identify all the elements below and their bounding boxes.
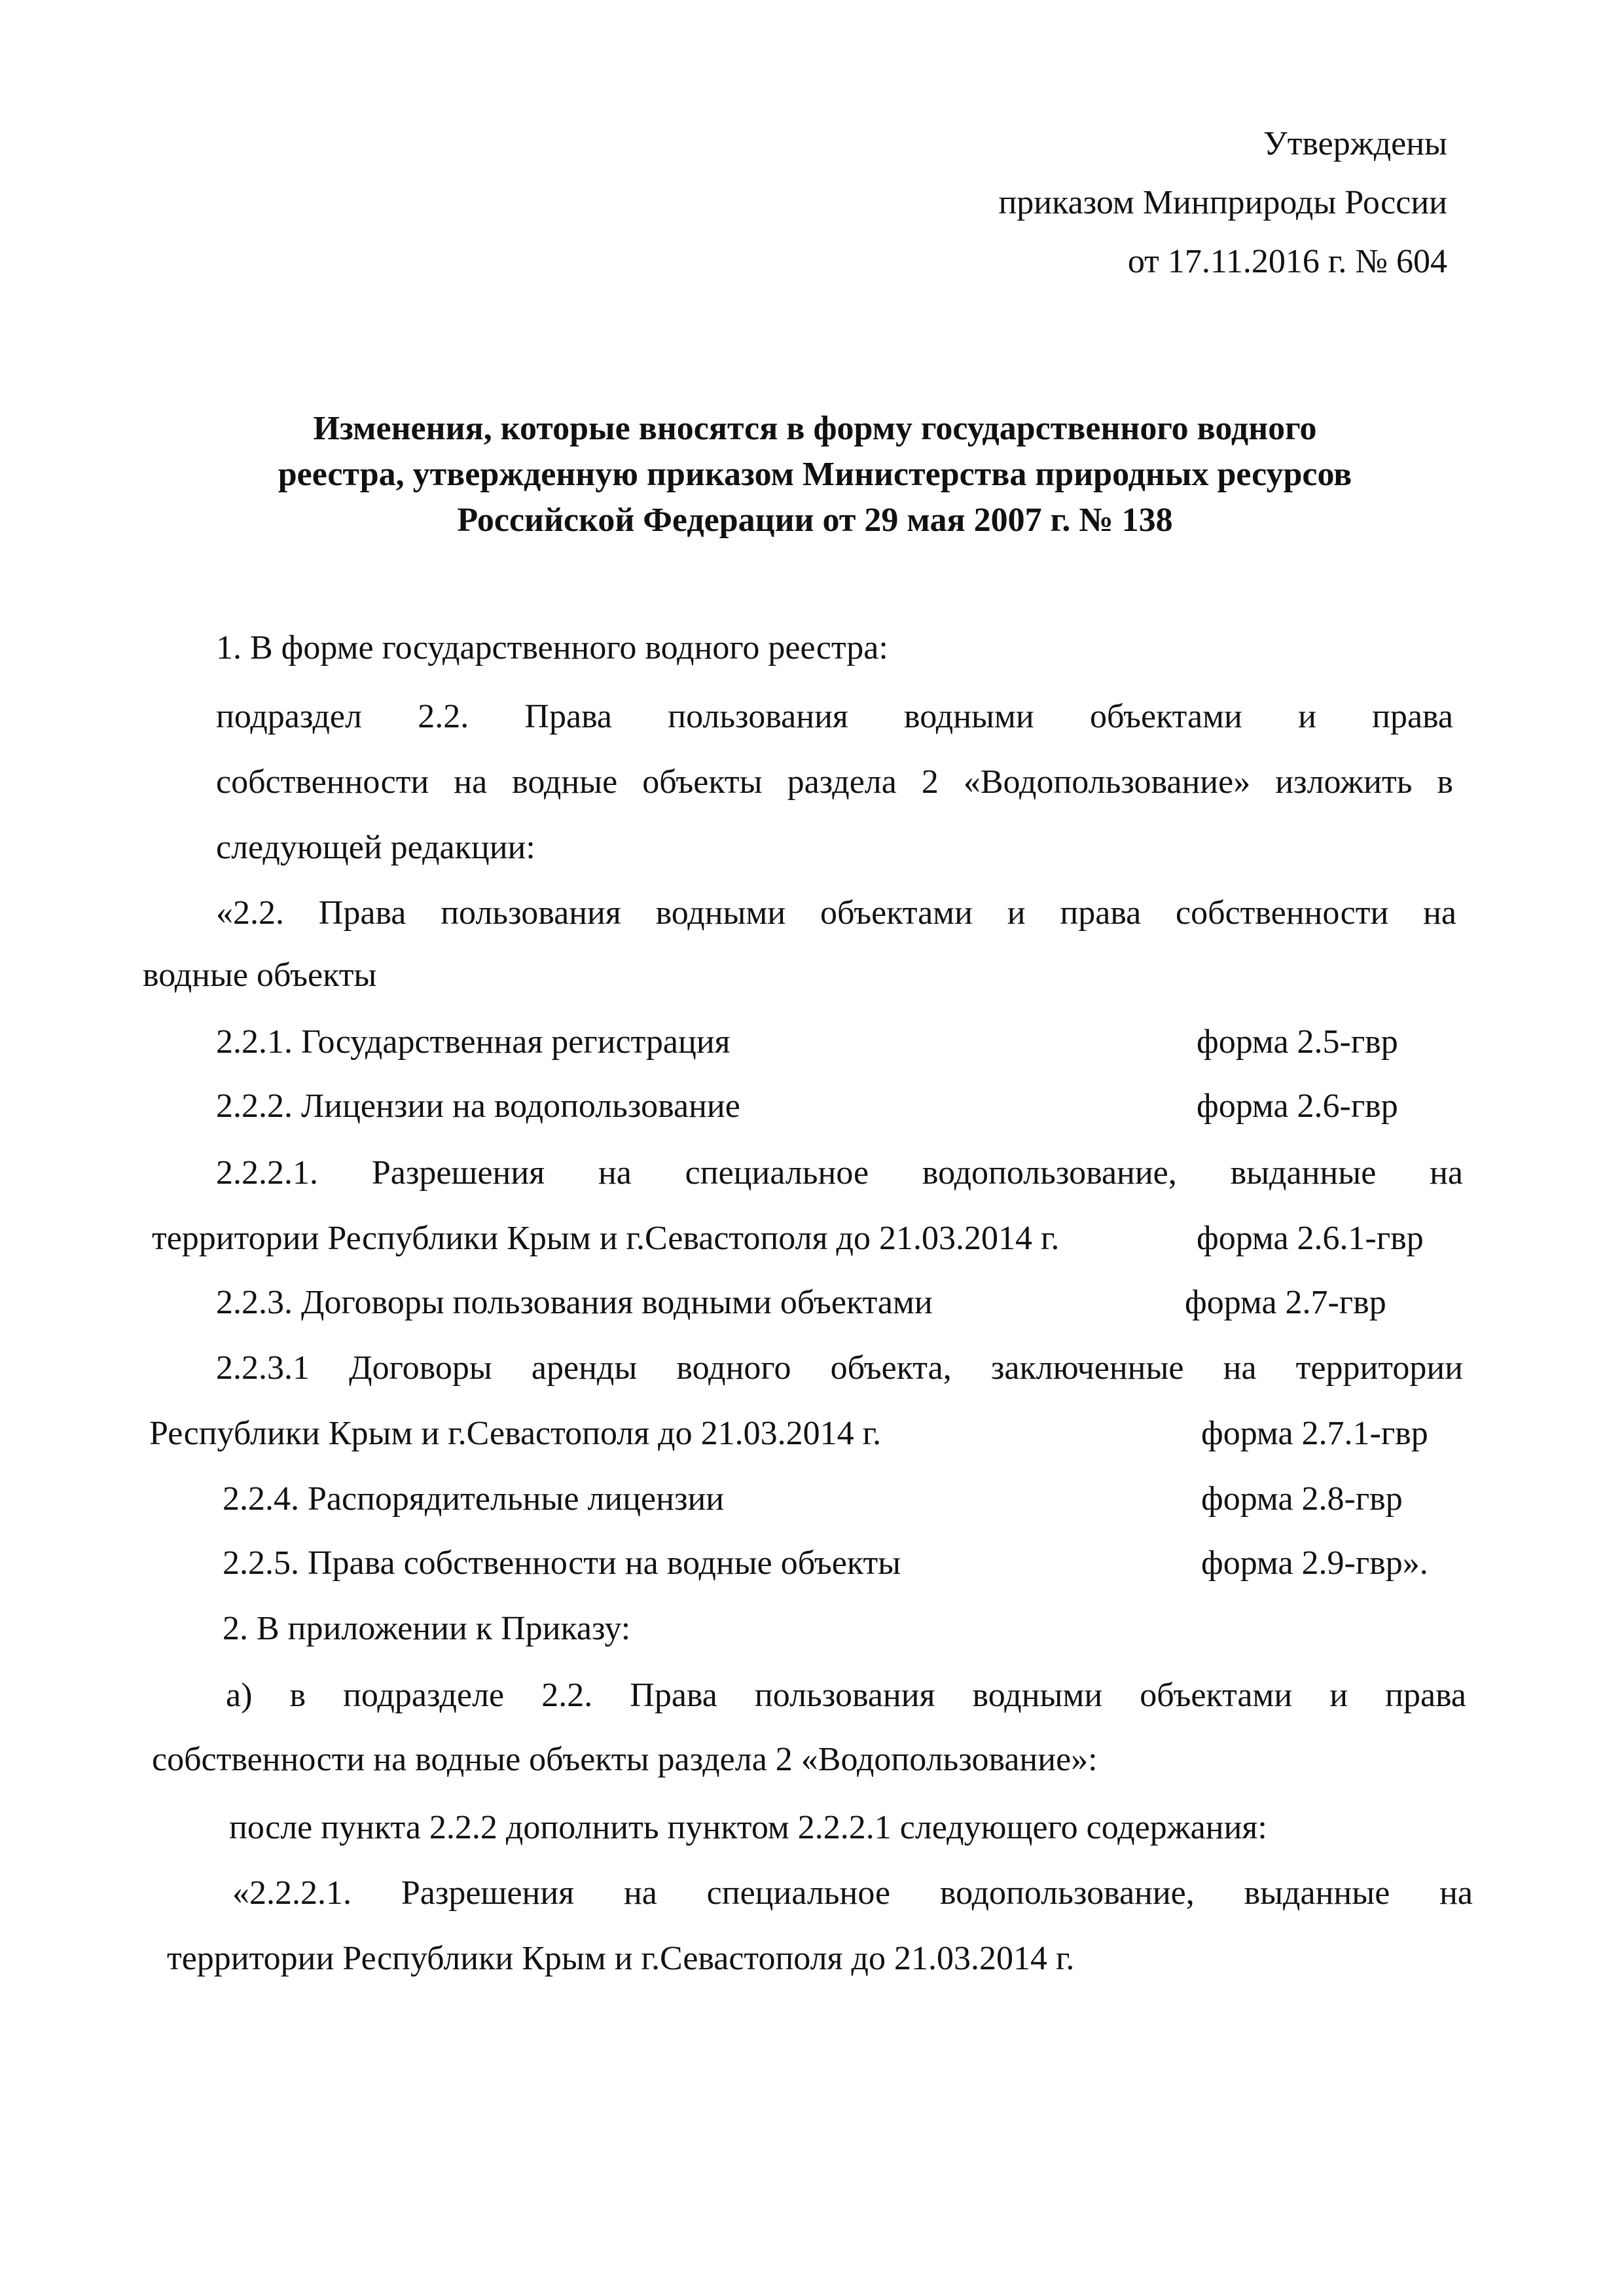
- paragraph-5-line-2: собственности на водные объекты раздела 2 «Водопользование»:: [152, 1741, 1098, 1778]
- list-item-label: 2.2.3. Договоры пользования водными объектами: [216, 1284, 933, 1321]
- form-reference: форма 2.7-гвр: [1185, 1284, 1386, 1321]
- form-reference: форма 2.5-гвр: [1197, 1023, 1398, 1061]
- title-line-3: Российской Федерации от 29 мая 2007 г. № 138: [457, 501, 1173, 539]
- paragraph-5-line-1: а) в подразделе 2.2. Права пользования водными объектами и права: [226, 1677, 1466, 1714]
- form-reference: форма 2.9-гвр».: [1201, 1544, 1428, 1582]
- title-line-2: реестра, утвержденную приказом Министерства природных ресурсов: [278, 456, 1352, 493]
- approval-line-order: приказом Минприроды России: [998, 184, 1447, 221]
- paragraph-1: 1. В форме государственного водного реестра:: [216, 629, 888, 666]
- approval-line-date: от 17.11.2016 г. № 604: [1127, 243, 1447, 280]
- document-title: [190, 406, 1440, 543]
- paragraph-3-line-2: водные объекты: [143, 957, 377, 994]
- list-item-label: 2.2.5. Права собственности на водные объекты: [223, 1544, 901, 1582]
- list-item-label: Республики Крым и г.Севастополя до 21.03.2014 г.: [149, 1415, 882, 1452]
- list-item-label: 2.2.3.1 Договоры аренды водного объекта, заключенные на территории: [216, 1349, 1463, 1387]
- list-item-label: территории Республики Крым и г.Севастополя до 21.03.2014 г.: [152, 1220, 1060, 1257]
- paragraph-2-line-3: следующей редакции:: [216, 829, 535, 866]
- list-item-label: 2.2.4. Распорядительные лицензии: [223, 1480, 725, 1518]
- paragraph-2-line-2: собственности на водные объекты раздела 2 «Водопользование» изложить в: [216, 763, 1453, 801]
- paragraph-6: после пункта 2.2.2 дополнить пунктом 2.2.2.1 следующего содержания:: [229, 1809, 1267, 1846]
- approval-line-approved: Утверждены: [1263, 125, 1447, 162]
- paragraph-3-line-1: «2.2. Права пользования водными объектами и права собственности на: [216, 894, 1456, 932]
- list-item-label: 2.2.2.1. Разрешения на специальное водопользование, выданные на: [216, 1154, 1463, 1192]
- form-reference: форма 2.8-гвр: [1201, 1480, 1403, 1518]
- list-item-label: 2.2.2. Лицензии на водопользование: [216, 1087, 740, 1125]
- paragraph-2-line-1: подраздел 2.2. Права пользования водными объектами и права: [216, 698, 1453, 735]
- approval-stamp: [998, 115, 1447, 291]
- paragraph-7-line-2: территории Республики Крым и г.Севастополя до 21.03.2014 г.: [167, 1940, 1075, 1977]
- title-line-1: Изменения, которые вносятся в форму государственного водного: [313, 410, 1317, 447]
- list-item-label: 2.2.1. Государственная регистрация: [216, 1023, 731, 1061]
- form-reference: форма 2.6.1-гвр: [1197, 1220, 1424, 1257]
- form-reference: форма 2.7.1-гвр: [1201, 1415, 1428, 1452]
- form-reference: форма 2.6-гвр: [1197, 1087, 1398, 1125]
- paragraph-7-line-1: «2.2.2.1. Разрешения на специальное водопользование, выданные на: [232, 1874, 1473, 1912]
- paragraph-4: 2. В приложении к Приказу:: [223, 1610, 631, 1647]
